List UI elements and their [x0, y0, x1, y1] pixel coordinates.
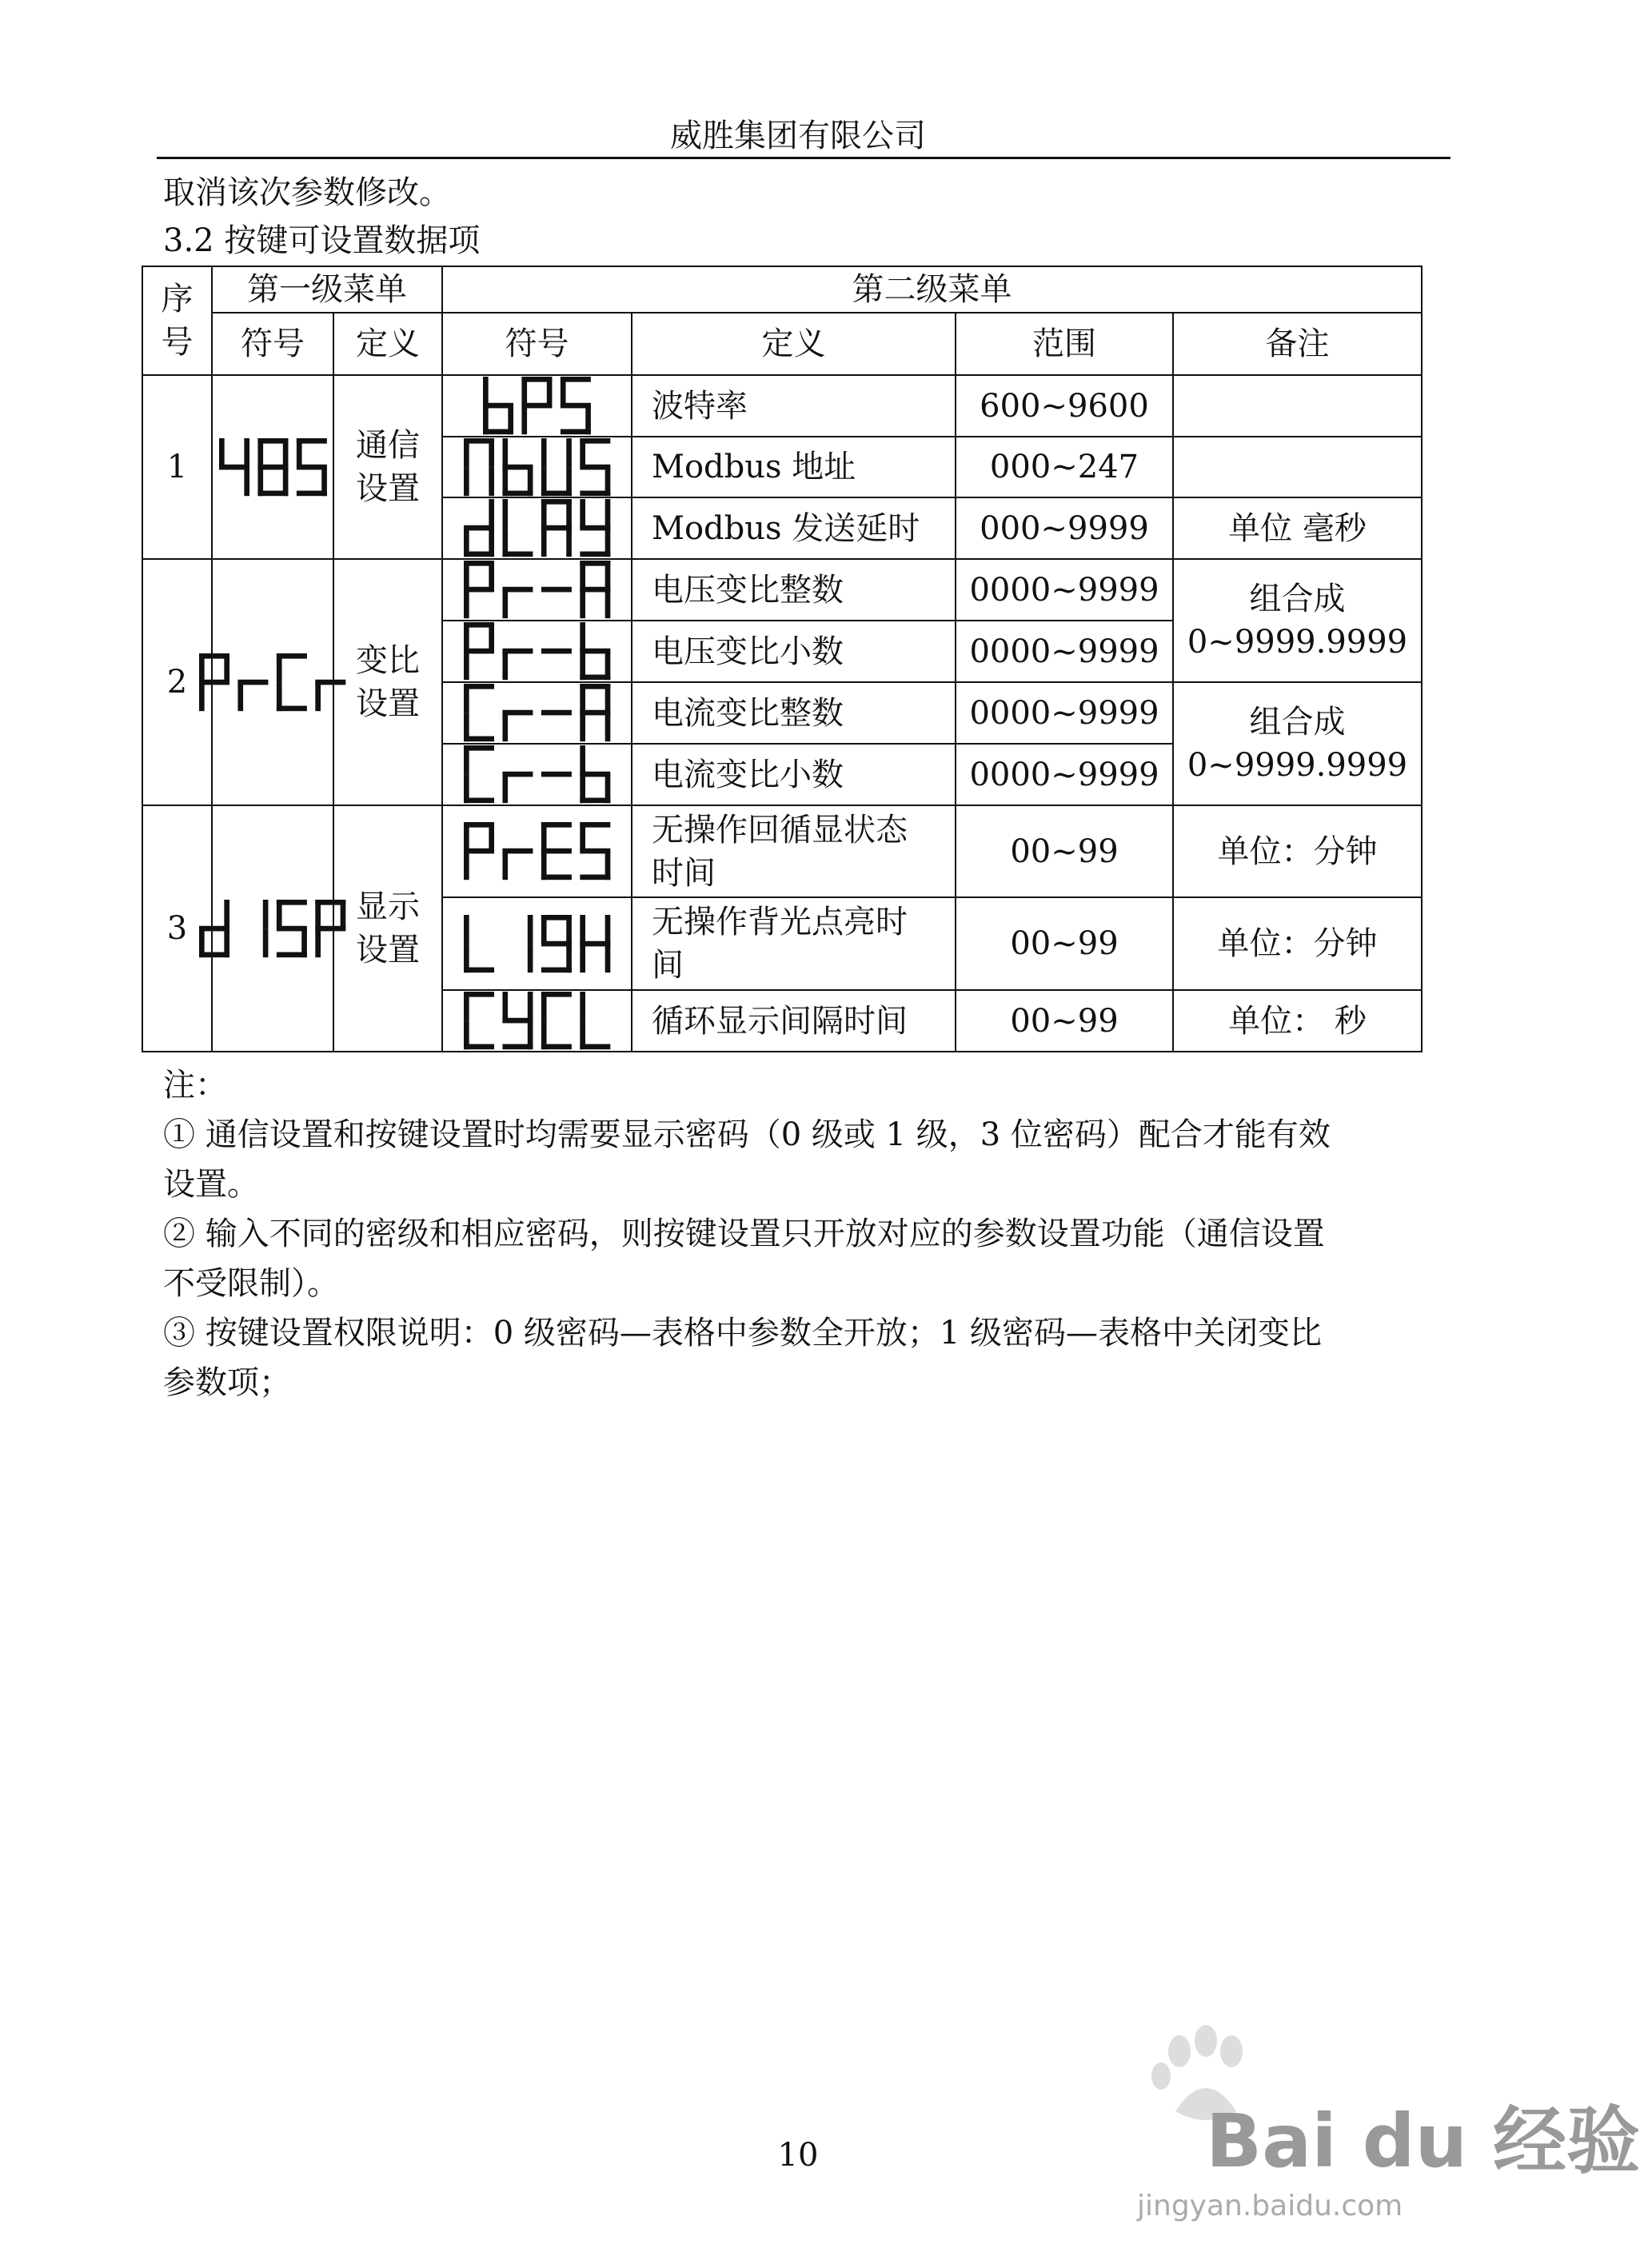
l2-symbol-cell: [442, 621, 632, 682]
l2-definition: 电流变比整数: [632, 682, 956, 744]
lcd-segment: [277, 952, 307, 957]
l2-definition: 电压变比整数: [632, 559, 956, 621]
lcd-segment: [605, 652, 611, 681]
lcd-segment: [580, 622, 585, 651]
lcd-segment: [483, 377, 489, 405]
lcd-digit: [528, 915, 533, 972]
lcd-segment: [502, 1044, 533, 1050]
l2-symbol-cell: [442, 897, 632, 990]
lcd-segment: [489, 438, 494, 467]
lcd-segment: [502, 772, 533, 777]
watermark-url: jingyan.baidu.com: [1137, 2190, 1403, 2222]
l2-remark: [1173, 375, 1422, 437]
lcd-segment: [502, 713, 508, 742]
l2-range: 000~9999: [956, 497, 1173, 559]
l2-symbol-cell: [442, 437, 632, 497]
lcd-segment: [464, 992, 469, 1020]
l2-range: 00~99: [956, 897, 1173, 990]
lcd-segment: [277, 653, 282, 682]
lcd-segment: [605, 915, 611, 944]
l2-range: 0000~9999: [956, 559, 1173, 621]
lcd-digit: [464, 684, 494, 741]
lcd-segment: [464, 590, 469, 619]
lcd-segment: [489, 561, 494, 589]
lcd-segment: [502, 499, 508, 528]
l2-range: 0000~9999: [956, 682, 1173, 744]
lcd-segment: [296, 490, 326, 496]
lcd-digit: [502, 992, 533, 1049]
lcd-segment: [547, 377, 553, 405]
lcd-segment: [566, 529, 572, 557]
lcd-segment: [561, 377, 566, 405]
lcd-segment: [502, 852, 508, 880]
lcd-digit: [541, 438, 572, 496]
lcd-segment: [580, 745, 585, 774]
lcd-segment: [605, 944, 611, 972]
lcd-segment: [316, 900, 321, 928]
l2-range: 000~247: [956, 437, 1173, 497]
lcd-symbol: [464, 561, 610, 618]
lcd-segment: [605, 775, 611, 804]
note-3-line1: ③ 按键设置权限说明：0 级密码—表格中参数全开放；1 级密码—表格中关闭变比: [163, 1315, 1323, 1352]
lcd-segment: [244, 438, 249, 467]
lcd-digit: [541, 772, 572, 777]
header-l2-definition: 定义: [632, 313, 956, 375]
lcd-segment: [296, 438, 301, 467]
lcd-segment: [316, 680, 346, 685]
l2-definition: Modbus 地址: [632, 437, 956, 497]
lcd-digit: [464, 622, 494, 680]
lcd-digit: [316, 680, 346, 711]
lcd-segment: [199, 682, 205, 711]
lcd-digit: [580, 684, 610, 741]
l2-symbol-cell: [442, 744, 632, 805]
lcd-segment: [489, 622, 494, 651]
lcd-segment: [566, 438, 572, 467]
lcd-segment: [541, 499, 547, 528]
l2-definition: Modbus 发送延时: [632, 497, 956, 559]
section-title: 3.2 按键可设置数据项: [163, 222, 481, 259]
lcd-segment: [605, 684, 611, 713]
lcd-segment: [580, 552, 610, 557]
lcd-segment: [277, 705, 307, 711]
lcd-segment: [238, 682, 244, 711]
lcd-digit: [541, 710, 572, 716]
notes: [163, 1060, 1435, 1408]
header-l2-symbol: 符号: [442, 313, 632, 375]
l2-definition: 循环显示间隔时间: [632, 990, 956, 1052]
l2-definition: 波特率: [632, 375, 956, 437]
lcd-digit: [238, 680, 269, 711]
lcd-symbol: [464, 745, 610, 803]
l2-symbol-cell: [442, 682, 632, 744]
lcd-digit: [580, 561, 610, 618]
lcd-segment: [580, 438, 585, 467]
lcd-segment: [541, 915, 547, 944]
lcd-segment: [580, 915, 585, 944]
lcd-segment: [502, 438, 508, 467]
lcd-segment: [263, 928, 269, 957]
lcd-symbol: [483, 377, 591, 434]
lcd-segment: [464, 745, 469, 774]
lcd-segment: [238, 680, 269, 685]
lcd-segment: [464, 684, 469, 713]
l2-remark: [1173, 437, 1422, 497]
notes-title: 注：: [163, 1067, 227, 1104]
lcd-segment: [225, 900, 230, 928]
l2-range: 0000~9999: [956, 744, 1173, 805]
lcd-digit: [464, 745, 494, 803]
lcd-segment: [502, 652, 508, 681]
group-seq: 1: [142, 375, 212, 559]
l1-definition: 显示 设置: [333, 805, 442, 1052]
lcd-segment: [541, 710, 572, 716]
lcd-segment: [464, 737, 494, 742]
l2-symbol-cell: [442, 375, 632, 437]
lcd-segment: [541, 967, 572, 972]
lcd-segment: [464, 652, 469, 681]
lcd-segment: [580, 713, 585, 742]
l2-definition: 电流变比小数: [632, 744, 956, 805]
lcd-segment: [464, 798, 494, 804]
lcd-segment: [464, 852, 469, 880]
lcd-digit: [502, 499, 533, 557]
lcd-segment: [541, 649, 572, 654]
lcd-segment: [580, 587, 610, 593]
lcd-digit: [464, 561, 494, 618]
lcd-segment: [263, 900, 269, 928]
header-l1-symbol: 符号: [212, 313, 333, 375]
lcd-digit: [219, 438, 249, 496]
lcd-digit: [580, 915, 610, 972]
lcd-symbol: [464, 438, 610, 496]
lcd-segment: [528, 992, 533, 1020]
lcd-segment: [605, 499, 611, 528]
lcd-digit: [502, 649, 533, 680]
lcd-segment: [566, 499, 572, 528]
lcd-segment: [464, 529, 469, 557]
lcd-segment: [541, 529, 547, 557]
lcd-segment: [316, 928, 321, 957]
l2-symbol-cell: [442, 805, 632, 897]
lcd-segment: [528, 915, 533, 944]
l2-remark-current: 组合成 0~9999.9999: [1173, 682, 1422, 805]
lcd-segment: [502, 992, 508, 1020]
l2-symbol-cell: [442, 559, 632, 621]
lcd-digit: [199, 653, 229, 711]
lcd-segment: [502, 775, 508, 804]
lcd-digit: [483, 377, 513, 434]
lcd-segment: [502, 552, 533, 557]
l2-remark: 单位： 秒: [1173, 990, 1422, 1052]
lcd-symbol: [219, 438, 327, 496]
lcd-segment: [277, 900, 282, 928]
lcd-segment: [502, 590, 508, 619]
lcd-digit: [464, 915, 494, 972]
lcd-segment: [580, 992, 585, 1020]
lcd-segment: [199, 653, 205, 682]
lcd-digit: [277, 900, 307, 957]
lcd-segment: [464, 525, 494, 531]
lcd-segment: [561, 429, 591, 435]
lcd-segment: [464, 822, 469, 851]
note-1-line1: ① 通信设置和按键设置时均需要显示密码（0 级或 1 级，3 位密码）配合才能有效: [163, 1116, 1331, 1153]
lcd-segment: [464, 467, 469, 496]
lcd-digit: [464, 992, 494, 1049]
lcd-digit: [502, 849, 533, 880]
lcd-symbol: [464, 499, 610, 557]
lcd-digit: [580, 992, 610, 1049]
lcd-segment: [464, 622, 469, 651]
lcd-segment: [282, 438, 288, 467]
lcd-digit: [502, 438, 533, 496]
l2-remark: 单位 毫秒: [1173, 497, 1422, 559]
page-header: 威胜集团有限公司: [670, 118, 926, 154]
lcd-segment: [605, 713, 611, 742]
lcd-segment: [502, 649, 533, 654]
lcd-segment: [605, 590, 611, 619]
lcd-segment: [541, 525, 572, 531]
watermark-brand: Bai du 经验: [1206, 2098, 1640, 2184]
lcd-digit: [580, 438, 610, 496]
note-3-line2: 参数项；: [163, 1364, 291, 1401]
lcd-segment: [541, 875, 572, 880]
header-level1-menu: 第一级菜单: [212, 266, 442, 313]
lcd-segment: [541, 822, 547, 851]
lcd-segment: [489, 822, 494, 851]
lcd-digit: [541, 587, 572, 593]
lcd-symbol: [199, 653, 345, 711]
header-level2-menu: 第二级菜单: [442, 266, 1422, 313]
lcd-segment: [580, 944, 585, 972]
lcd-digit: [464, 499, 494, 557]
parameter-table: [142, 266, 1423, 1052]
lcd-digit: [580, 499, 610, 557]
lcd-digit: [464, 438, 494, 496]
lcd-segment: [257, 438, 263, 467]
lcd-segment: [225, 653, 230, 682]
lcd-segment: [605, 561, 611, 589]
header-rule: [157, 157, 1450, 159]
lcd-segment: [464, 967, 494, 972]
l2-symbol-cell: [442, 497, 632, 559]
lcd-segment: [521, 377, 527, 405]
lcd-digit: [541, 915, 572, 972]
l2-range: 00~99: [956, 805, 1173, 897]
lcd-digit: [541, 822, 572, 880]
lcd-segment: [244, 467, 249, 496]
lcd-digit: [502, 587, 533, 618]
lcd-segment: [580, 561, 585, 589]
l1-definition: 变比 设置: [333, 559, 442, 805]
lcd-digit: [580, 745, 610, 803]
header-l2-range: 范围: [956, 313, 1173, 375]
l2-range: 600~9600: [956, 375, 1173, 437]
lcd-symbol: [464, 622, 610, 680]
lcd-segment: [199, 928, 205, 957]
lcd-symbol: [464, 684, 610, 741]
l2-remark: 单位：分钟: [1173, 805, 1422, 897]
lcd-segment: [521, 406, 527, 435]
lcd-digit: [199, 900, 229, 957]
header-l2-remark: 备注: [1173, 313, 1422, 375]
lcd-segment: [257, 465, 288, 470]
lcd-segment: [464, 1044, 494, 1050]
lcd-segment: [541, 1044, 572, 1050]
lcd-symbol: [464, 822, 610, 880]
lcd-segment: [541, 941, 572, 947]
lcd-segment: [580, 590, 585, 619]
lcd-digit: [263, 900, 269, 957]
lcd-segment: [464, 561, 469, 589]
header-seq: 序 号: [142, 266, 212, 375]
lcd-segment: [566, 467, 572, 496]
l2-remark: 单位：分钟: [1173, 897, 1422, 990]
lcd-symbol: [464, 992, 610, 1049]
note-2-line1: ② 输入不同的密级和相应密码，则按键设置只开放对应的参数设置功能（通信设置: [163, 1216, 1325, 1252]
lcd-segment: [541, 587, 572, 593]
lcd-segment: [341, 900, 346, 928]
lcd-segment: [528, 467, 533, 496]
group-seq: 2: [142, 559, 212, 805]
lcd-segment: [508, 406, 513, 435]
lcd-digit: [541, 499, 572, 557]
lcd-segment: [580, 490, 610, 496]
l1-symbol-cell: [212, 559, 333, 805]
lcd-segment: [541, 772, 572, 777]
lcd-segment: [528, 944, 533, 972]
lcd-digit: [257, 438, 288, 496]
lcd-digit: [541, 649, 572, 654]
l2-definition: 无操作背光点亮时 间: [632, 897, 956, 990]
lcd-segment: [541, 992, 547, 1020]
l2-definition: 电压变比小数: [632, 621, 956, 682]
l2-range: 0000~9999: [956, 621, 1173, 682]
lcd-digit: [521, 377, 552, 434]
lcd-segment: [580, 822, 585, 851]
lcd-digit: [502, 772, 533, 803]
lcd-digit: [296, 438, 326, 496]
lcd-symbol: [199, 900, 345, 957]
lcd-digit: [541, 992, 572, 1049]
lcd-segment: [580, 684, 585, 713]
l2-remark-voltage: 组合成 0~9999.9999: [1173, 559, 1422, 682]
lcd-segment: [566, 915, 572, 944]
header-l1-definition: 定义: [333, 313, 442, 375]
lcd-segment: [464, 915, 469, 944]
lcd-segment: [219, 438, 225, 467]
lcd-digit: [580, 822, 610, 880]
l1-symbol-cell: [212, 375, 333, 559]
lcd-digit: [316, 900, 346, 957]
lcd-digit: [561, 377, 591, 434]
lcd-digit: [277, 653, 307, 711]
lcd-segment: [316, 682, 321, 711]
lcd-segment: [580, 1044, 610, 1050]
l2-definition: 无操作回循显状态 时间: [632, 805, 956, 897]
l2-range: 00~99: [956, 990, 1173, 1052]
lcd-segment: [489, 499, 494, 528]
group-seq: 3: [142, 805, 212, 1052]
note-1-line2: 设置。: [163, 1166, 259, 1203]
page-number: 10: [777, 2137, 819, 2174]
intro-text: 取消该次参数修改。: [163, 174, 451, 211]
lcd-segment: [580, 499, 585, 528]
l2-symbol-cell: [442, 990, 632, 1052]
lcd-digit: [464, 822, 494, 880]
lcd-digit: [580, 622, 610, 680]
lcd-symbol: [464, 915, 610, 972]
lcd-segment: [199, 926, 229, 932]
lcd-segment: [489, 467, 494, 496]
l1-symbol-cell: [212, 805, 333, 1052]
l1-definition: 通信 设置: [333, 375, 442, 559]
lcd-segment: [580, 875, 610, 880]
lcd-segment: [502, 710, 533, 716]
lcd-segment: [502, 587, 533, 593]
lcd-segment: [257, 467, 263, 496]
lcd-segment: [541, 438, 547, 467]
lcd-digit: [502, 710, 533, 741]
note-2-line2: 不受限制）。: [163, 1265, 339, 1302]
lcd-segment: [580, 710, 610, 716]
lcd-segment: [502, 849, 533, 854]
